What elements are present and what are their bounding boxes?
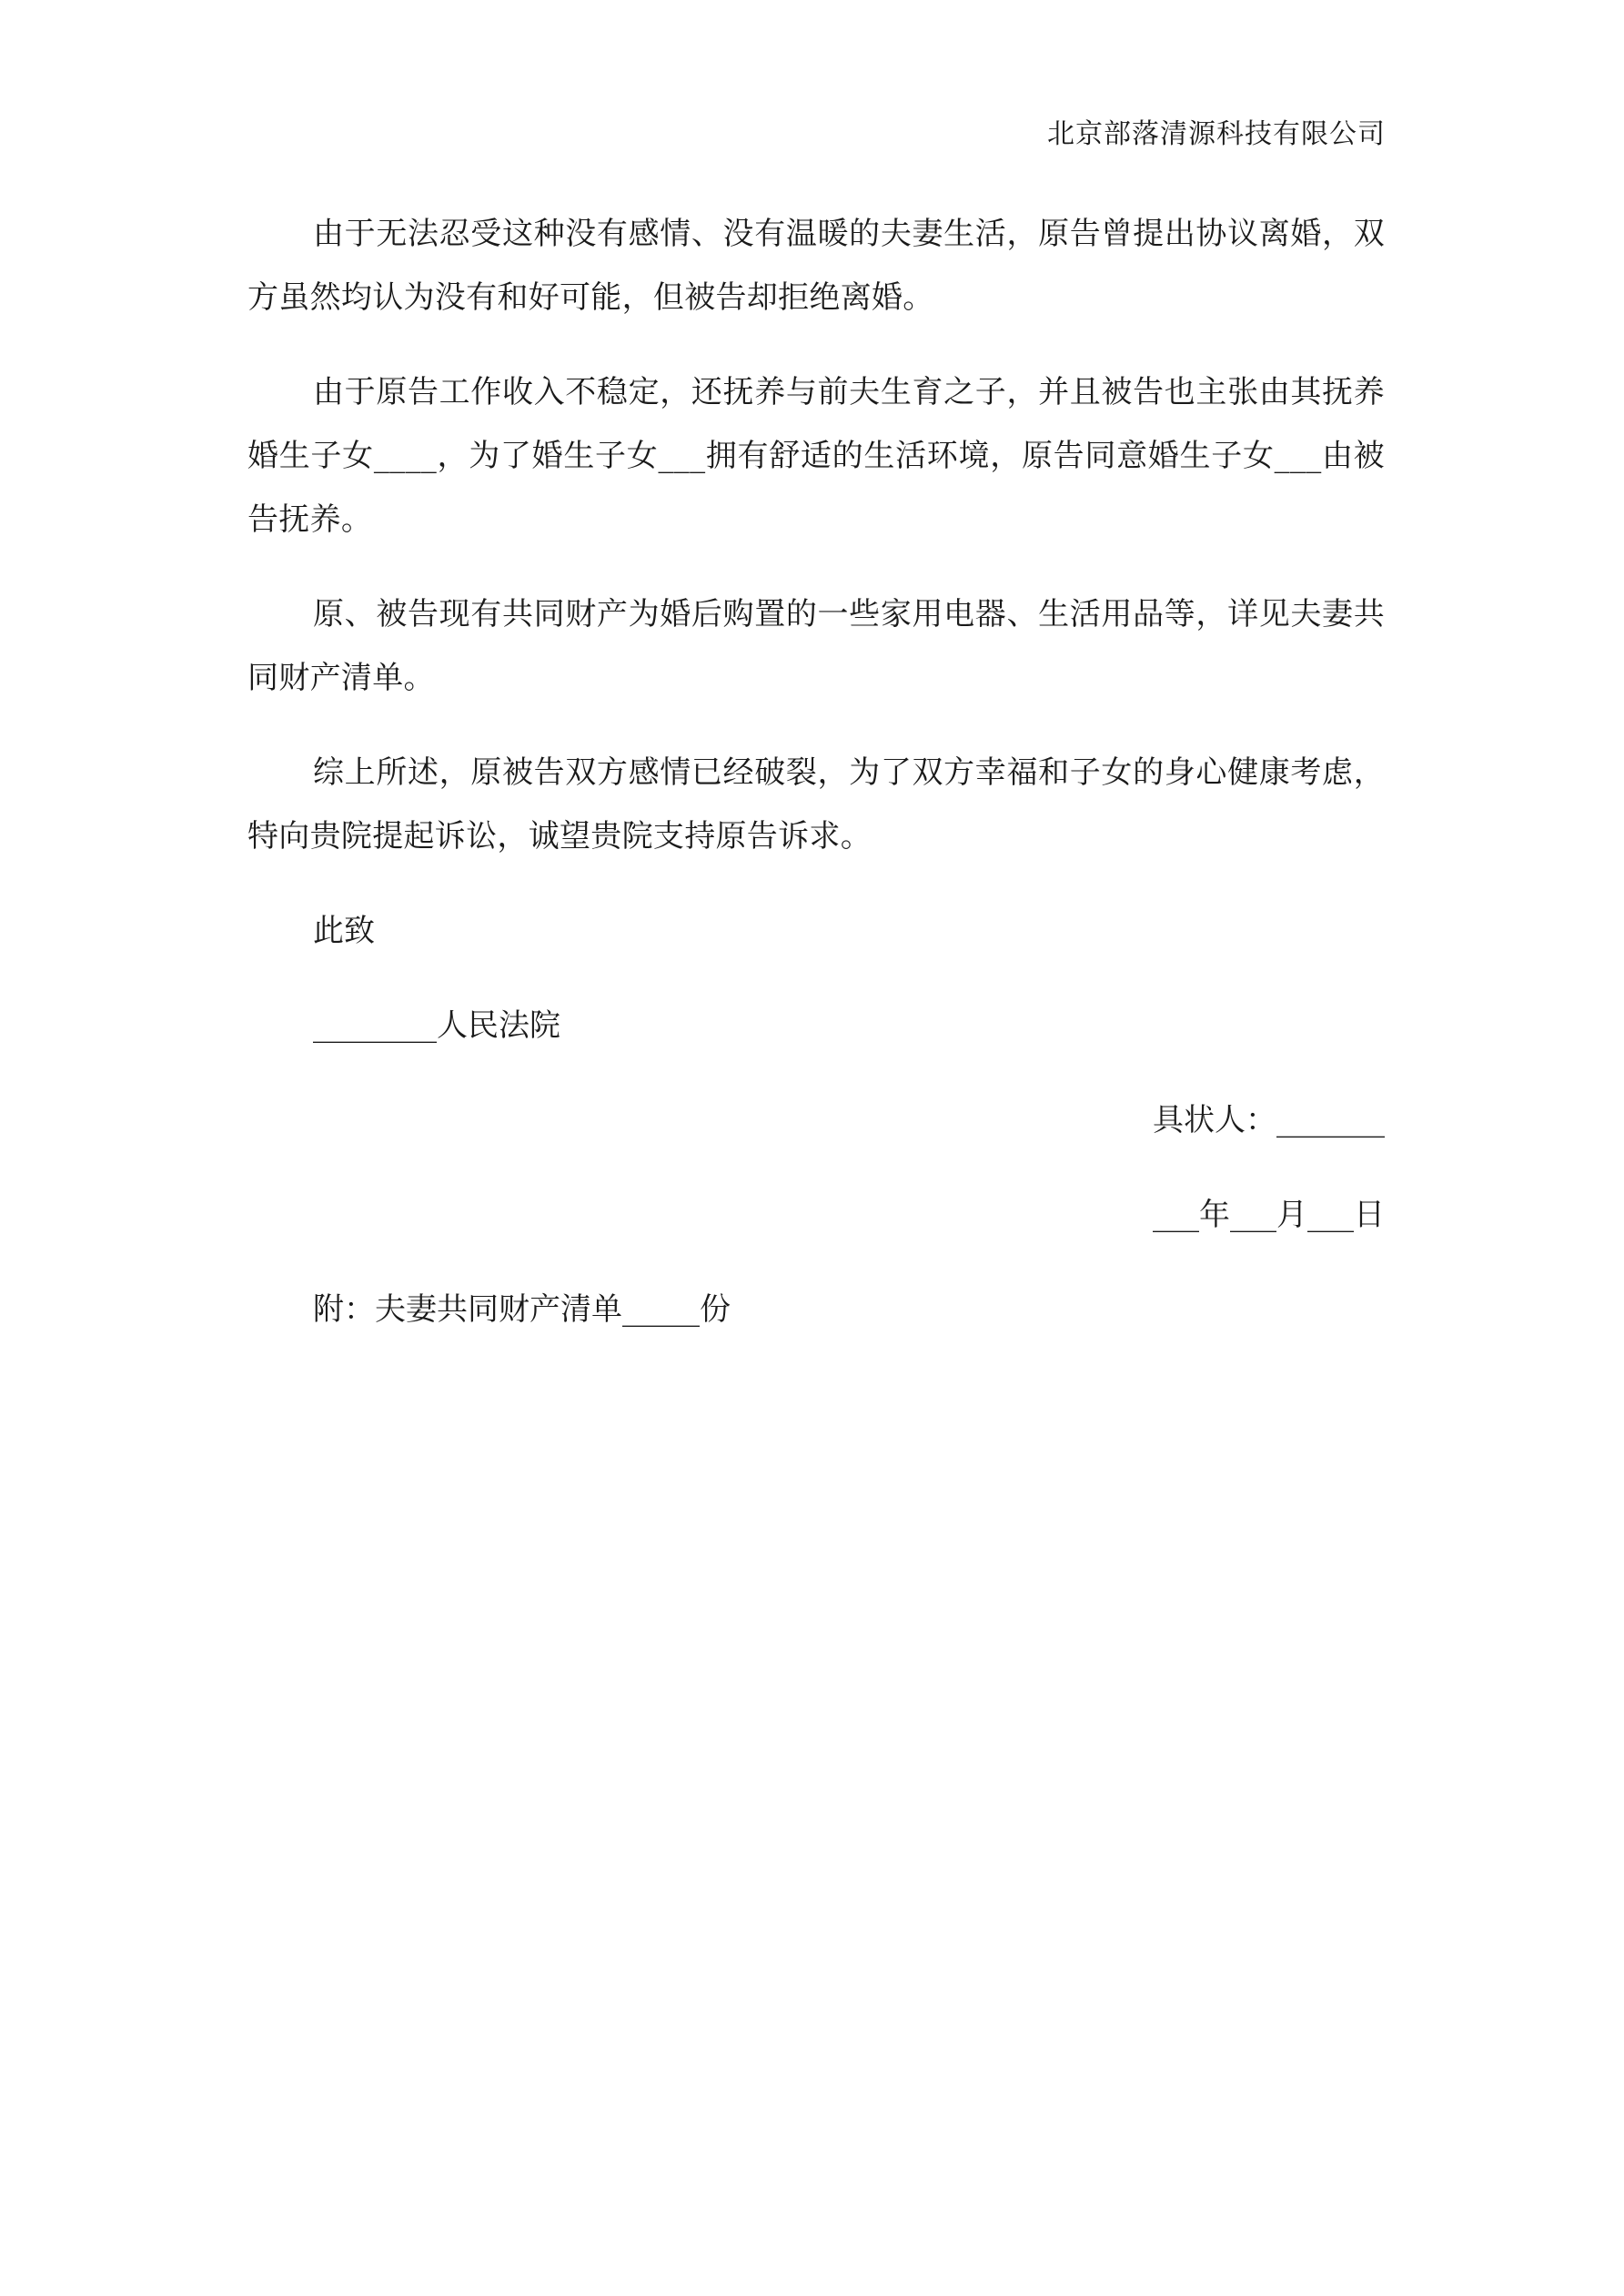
salutation: 此致 <box>313 913 375 949</box>
paragraph-conclusion: 综上所述，原被告双方感情已经破裂，为了双方幸福和子女的身心健康考虑，特向贵院提起诉讼，诚望贵院支持原告诉求。 <box>247 754 1385 855</box>
paragraph-property: 原、被告现有共同财产为婚后购置的一些家用电器、生活用品等，详见夫妻共同财产清单。 <box>247 596 1385 696</box>
company-header: 北京部落清源科技有限公司 <box>1047 118 1386 150</box>
attachment-line: 附：夫妻共同财产清单_____份 <box>313 1291 731 1328</box>
court-name: ________人民法院 <box>313 1007 560 1044</box>
signer-line: 具状人：_______ <box>1153 1102 1385 1138</box>
paragraph-divorce-refusal: 由于无法忍受这种没有感情、没有温暖的夫妻生活，原告曾提出协议离婚，双方虽然均认为没有和好可能，但被告却拒绝离婚。 <box>247 216 1385 316</box>
paragraph-custody: 由于原告工作收入不稳定，还抚养与前夫生育之子，并且被告也主张由其抚养婚生子女____，为了婚生子女___拥有舒适的生活环境，原告同意婚生子女___由被告抚养。 <box>247 374 1385 538</box>
date-line: ___年___月___日 <box>1153 1197 1385 1233</box>
document-body <box>247 202 1385 1341</box>
